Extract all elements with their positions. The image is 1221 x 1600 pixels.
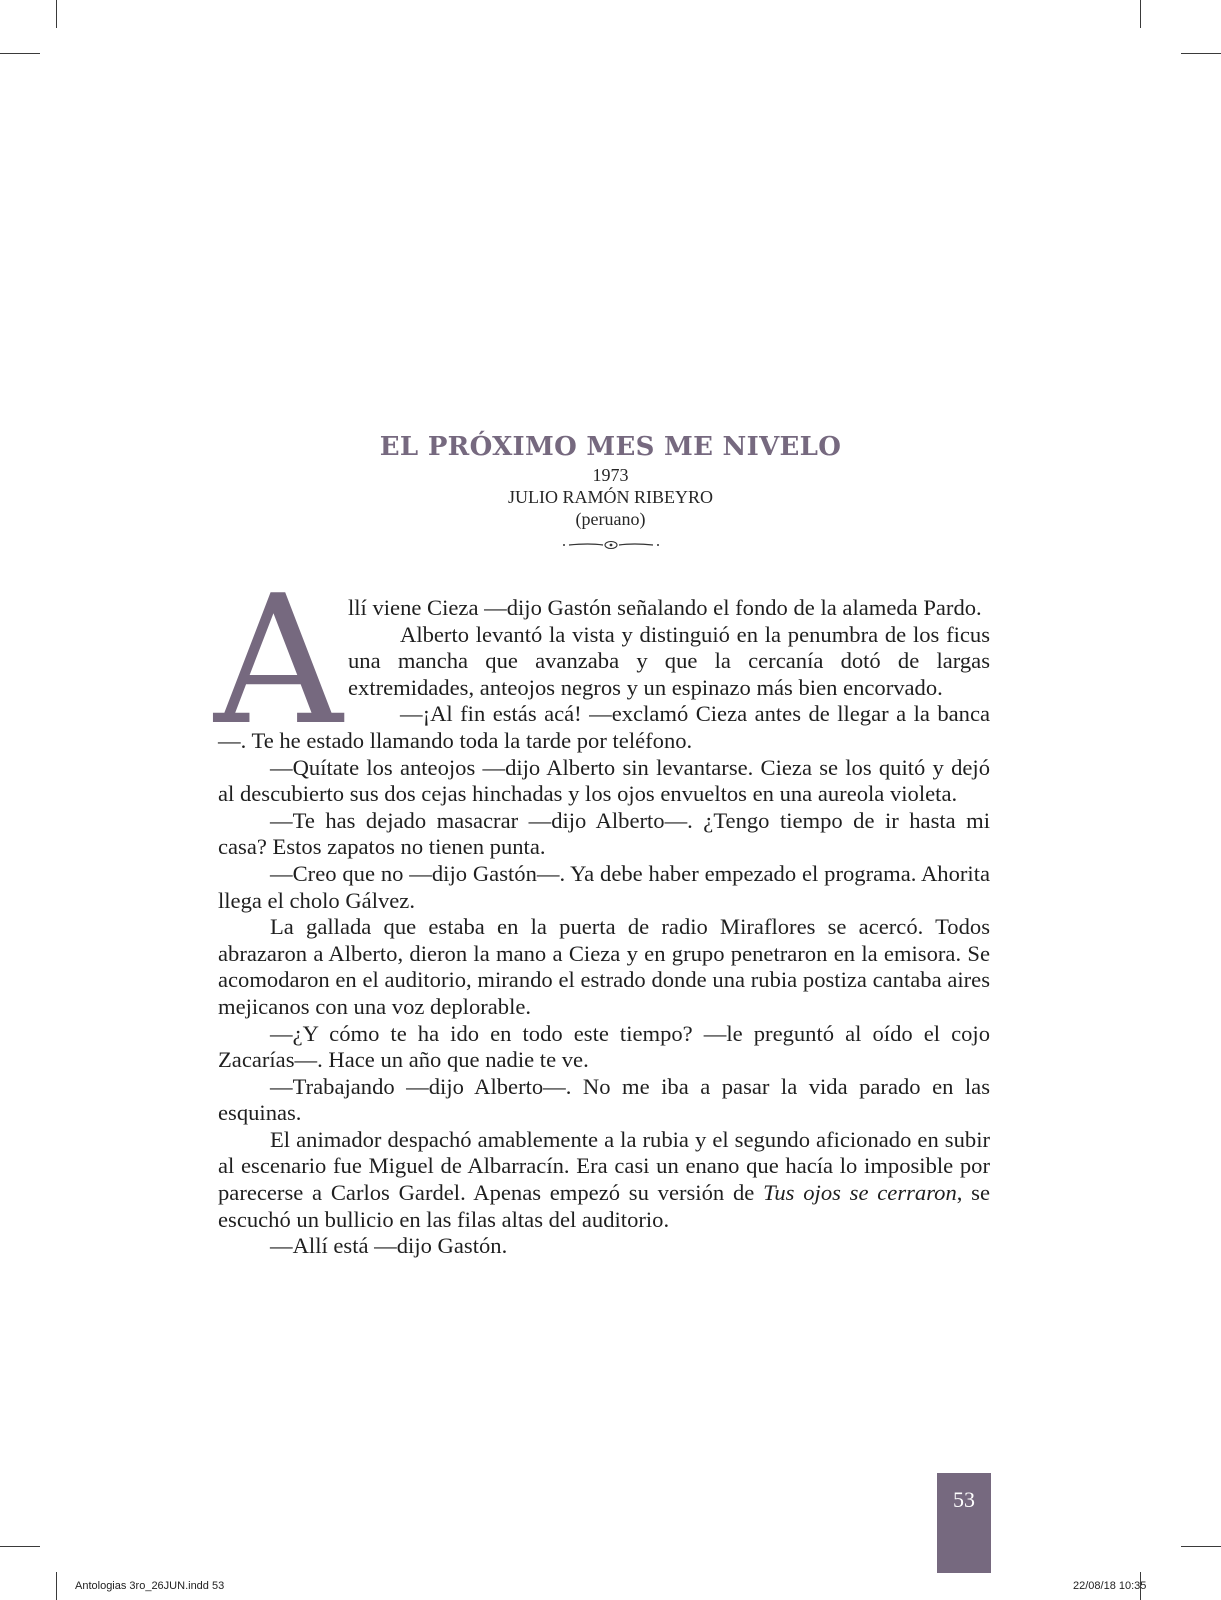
paragraph: Alberto levantó la vista y distinguió en la penumbra de los ficus una mancha que avanzaba y que la cercanía dotó de largas extremidades, anteojos negros y un espinazo más bien encorvado. — [348, 621, 990, 700]
song-title: Tus ojos se cerraron — [763, 1180, 957, 1206]
crop-mark — [56, 1572, 57, 1600]
paragraph: —Allí está —dijo Gastón. — [270, 1233, 508, 1259]
crop-mark — [1181, 1546, 1221, 1547]
paragraph: llí viene Cieza —dijo Gastón señalando el fondo de la alameda Pardo. — [348, 595, 982, 620]
paragraph-text: El animador despachó amablemente a la rubia y el segundo aficionado en subir al escenario fue Miguel de Albarracín. Era casi un enano que hacía lo imposible por parecerse a Carlos Gardel. Apenas empezó su versión de — [218, 1126, 990, 1206]
paragraph: —¿Y cómo te ha ido en todo este tiempo? —le preguntó al oído el cojo Zacarías—. Hace un año que nadie te ve. — [218, 1020, 990, 1073]
print-slug-date: 22/08/18 10:35 — [1073, 1580, 1147, 1592]
paragraph-text: , se escuchó un bullicio en las filas altas del auditorio. — [218, 1180, 991, 1232]
crop-mark — [0, 1546, 40, 1547]
ornament-divider-icon — [561, 538, 661, 552]
story-year: 1973 — [592, 465, 629, 485]
paragraph: —Quítate los anteojos —dijo Alberto sin levantarse. Cieza se los quitó y dejó al descubierto sus dos cejas hinchadas y los ojos envueltos en una aureola violeta. — [218, 754, 990, 807]
story-title: EL PRÓXIMO MES ME NIVELO — [379, 432, 842, 462]
crop-mark — [1140, 0, 1141, 28]
crop-mark — [56, 0, 57, 28]
story-header — [0, 430, 1221, 556]
paragraph: —Creo que no —dijo Gastón—. Ya debe haber empezado el programa. Ahorita llega el cholo Gálvez. — [218, 860, 990, 913]
story-author: JULIO RAMÓN RIBEYRO — [507, 487, 713, 507]
page-number: 53 — [953, 1487, 975, 1512]
paragraph: —Trabajando —dijo Alberto—. No me iba a pasar la vida parado en las esquinas. — [218, 1073, 990, 1126]
crop-mark — [1181, 53, 1221, 54]
paragraph-with-song — [218, 1127, 990, 1233]
paragraph: —Te has dejado masacrar —dijo Alberto—. ¿Tengo tiempo de ir hasta mi casa? Estos zapatos no tienen punta. — [218, 807, 990, 860]
crop-mark — [0, 53, 40, 54]
story-body — [214, 557, 991, 1260]
story-nationality: (peruano) — [575, 509, 646, 529]
print-slug-file: Antologias 3ro_26JUN.indd 53 — [75, 1580, 225, 1592]
page-number-box — [937, 1473, 991, 1573]
paragraph: La gallada que estaba en la puerta de radio Miraflores se acercó. Todos abrazaron a Alberto, dieron la mano a Cieza y en grupo penetraron en la emisora. Se acomodaron en el auditorio, mirando el estrado donde una rubia postiza cantaba aires mejicanos con una voz deplorable. — [218, 914, 990, 1019]
paragraph: —¡Al fin estás acá! —exclamó Cieza antes de llegar a la banca—. Te he estado llamando toda la tarde por teléfono. — [218, 701, 990, 753]
drop-cap: A — [214, 557, 343, 764]
